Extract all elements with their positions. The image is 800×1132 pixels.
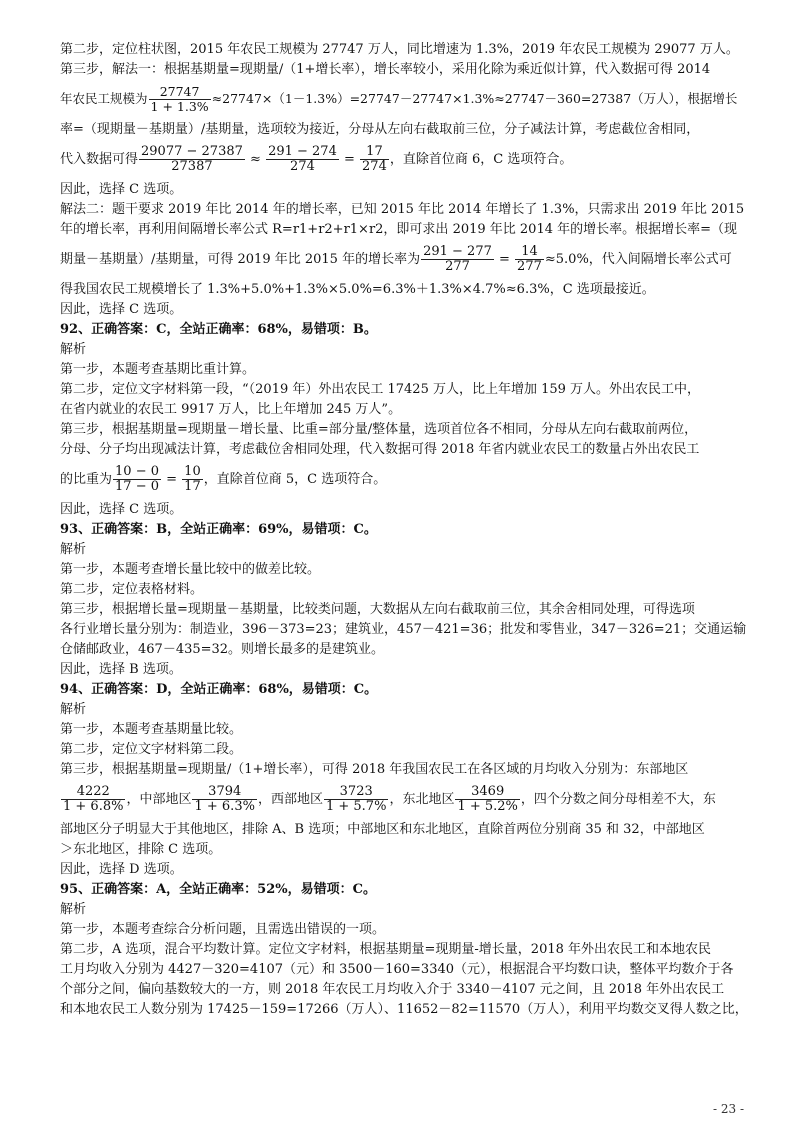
paragraph-line: 第一步，本题考查增长量比较中的做差比较。 xyxy=(60,562,321,577)
formula-line: 代入数据可得 $\frac{29077 - 27387}{27387}$ ≈ $\frac{291 - 274}{274}$ = $\frac{17}{274}$ ，直除首位商 6，C 选项符合。 xyxy=(60,144,573,174)
paragraph-line: 和本地农民工人数分别为 17425－159=17266（万人）、11652－82=11570（万人），利用平均数交叉得人数之比， xyxy=(60,1002,748,1017)
paragraph-line: 第二步，定位柱状图，2015 年农民工规模为 27747 万人，同比增速为 1.3%，2019 年农民工规模为 29077 万人。 xyxy=(60,42,739,57)
paragraph-line: 得我国农民工规模增长了 1.3%+5.0%+1.3%×5.0%=6.3%＋1.3%×4.7%≈6.3%，C 选项最接近。 xyxy=(60,282,655,297)
paragraph-line: 部地区分子明显大于其他地区，排除 A、B 选项；中部地区和东北地区，直除首两位分别商 35 和 32，中部地区 xyxy=(60,822,705,837)
paragraph-line: 分母、分子均出现减法计算，考虑截位舍相同处理，代入数据可得 2018 年省内就业农民工的数量占外出农民工 xyxy=(60,442,700,457)
answer-heading-95: 95、正确答案：A，全站正确率：52%，易错项：C。 xyxy=(60,882,376,897)
conclusion-line: 因此，选择 B 选项。 xyxy=(60,662,182,677)
paragraph-line: 解法二：题干要求 2019 年比 2014 年的增长率，已知 2015 年比 2014 年增长了 1.3%，只需求出 2019 年比 2015 xyxy=(60,202,745,217)
fraction: $\frac{27747}{1 + 1.3\%}$ xyxy=(150,84,209,114)
page-number: - 23 - xyxy=(712,1102,744,1116)
formula-line: 期量－基期量）/基期量，可得 2019 年比 2015 年的增长率为 $\frac{291 - 277}{277}$ = $\frac{14}{277}$ ≈5.0%，代入间隔增长率公式可 xyxy=(60,244,732,274)
paragraph-line: ＞东北地区，排除 C 选项。 xyxy=(60,842,222,857)
conclusion-line: 因此，选择 C 选项。 xyxy=(60,502,183,517)
paragraph-line: 率=（现期量－基期量）/基期量，选项较为接近，分母从左向右截取前三位，分子减法计算，考虑截位舍相同， xyxy=(60,122,700,137)
fraction: $\frac{10 - 0}{17 - 0}$ xyxy=(115,464,159,494)
paragraph-line: 第一步，本题考查基期量比较。 xyxy=(60,722,243,737)
formula-line: $\frac{4222}{1 + 6.8\%}$ ，中部地区 $\frac{3794}{1 + 6.3\%}$ ，西部地区 $\frac{3723}{1 + 5.7\%}$ ，东北地区 $\frac{3469}{1 + 5.2\%}$ ，四个分数之间分母相差不大，东 xyxy=(63,784,716,814)
fraction: $\frac{291 - 274}{274}$ xyxy=(268,144,337,174)
formula-line: 的比重为 $\frac{10 - 0}{17 - 0}$ = $\frac{10}{17}$ ，直除首位商 5，C 选项符合。 xyxy=(60,464,387,494)
paragraph-line: 个部分之间，偏向基数较大的一方，则 2018 年农民工月均收入介于 3340－4107 元之间，且 2018 年外出农民工 xyxy=(60,982,725,997)
conclusion-line: 因此，选择 C 选项。 xyxy=(60,182,183,197)
paragraph-line: 第三步，根据增长量=现期量－基期量，比较类问题，大数据从左向右截取前三位，其余舍相同处理，可得选项 xyxy=(60,602,695,617)
paragraph-line: 第三步，根据基期量=现期量－增长量、比重=部分量/整体量，选项首位各不相同，分母从左向右截取前两位， xyxy=(60,422,698,437)
paragraph-line: 工月均收入分别为 4427－320=4107（元）和 3500－160=3340（元），根据混合平均数口诀，整体平均数介于各 xyxy=(60,962,734,977)
paragraph-line: 第二步，A 选项，混合平均数计算。定位文字材料，根据基期量=现期量-增长量，2018 年外出农民工和本地农民 xyxy=(60,942,712,957)
paragraph-line: 第三步，根据基期量=现期量/（1+增长率），可得 2018 年我国农民工在各区域的月均收入分别为：东部地区 xyxy=(60,762,689,777)
conclusion-line: 因此，选择 D 选项。 xyxy=(60,862,183,877)
formula-line: 年农民工规模为 $\frac{27747}{1 + 1.3\%}$ ≈27747×（1－1.3%）=27747－27747×1.3%≈27747－360=27387（万人），根据增长 xyxy=(60,84,738,114)
fraction: $\frac{3723}{1 + 5.7\%}$ xyxy=(325,784,387,814)
answer-heading-94: 94、正确答案：D，全站正确率：68%，易错项：C。 xyxy=(60,682,378,697)
paragraph-line: 第二步，定位表格材料。 xyxy=(60,582,204,597)
answer-heading-93: 93、正确答案：B，全站正确率：69%，易错项：C。 xyxy=(60,522,377,537)
fraction: $\frac{3469}{1 + 5.2\%}$ xyxy=(457,784,518,814)
document-page xyxy=(60,40,750,1020)
fraction: $\frac{10}{17}$ xyxy=(184,464,201,494)
paragraph-line: 在省内就业的农民工 9917 万人，比上年增加 245 万人”。 xyxy=(60,402,402,417)
fraction: $\frac{291 - 277}{277}$ xyxy=(423,244,492,274)
paragraph-line: 仓储邮政业，467－435=32。则增长最多的是建筑业。 xyxy=(60,642,385,657)
fraction: $\frac{4222}{1 + 6.8\%}$ xyxy=(63,784,124,814)
paragraph-line: 各行业增长量分别为：制造业，396－373=23；建筑业，457－421=36；批发和零售业，347－326=21；交通运输 xyxy=(60,622,747,637)
fraction: $\frac{17}{274}$ xyxy=(362,144,387,174)
paragraph-line: 年的增长率，再利用间隔增长率公式 R=r1+r2+r1×r2，即可求出 2019 年比 2014 年的增长率。根据增长率=（现 xyxy=(60,222,738,237)
fraction: $\frac{29077 - 27387}{27387}$ xyxy=(141,144,243,174)
fraction: $\frac{3794}{1 + 6.3\%}$ xyxy=(194,784,255,814)
fraction: $\frac{14}{277}$ xyxy=(517,244,542,274)
paragraph-line: 第二步，定位文字材料第二段。 xyxy=(60,742,243,757)
paragraph-line: 第二步，定位文字材料第一段，“（2019 年）外出农民工 17425 万人，比上年增加 159 万人。外出农民工中， xyxy=(60,382,701,397)
answer-heading-92: 92、正确答案：C，全站正确率：68%，易错项：B。 xyxy=(60,322,377,337)
section-label: 解析 xyxy=(60,902,87,917)
section-label: 解析 xyxy=(60,702,87,717)
conclusion-line: 因此，选择 C 选项。 xyxy=(60,302,183,317)
paragraph-line: 第三步，解法一：根据基期量=现期量/（1+增长率），增长率较小，采用化除为乘近似计算，代入数据可得 2014 xyxy=(60,62,711,77)
paragraph-line: 第一步，本题考查综合分析问题，且需选出错误的一项。 xyxy=(60,922,386,937)
section-label: 解析 xyxy=(60,542,87,557)
section-label: 解析 xyxy=(60,342,87,357)
paragraph-line: 第一步，本题考查基期比重计算。 xyxy=(60,362,256,377)
